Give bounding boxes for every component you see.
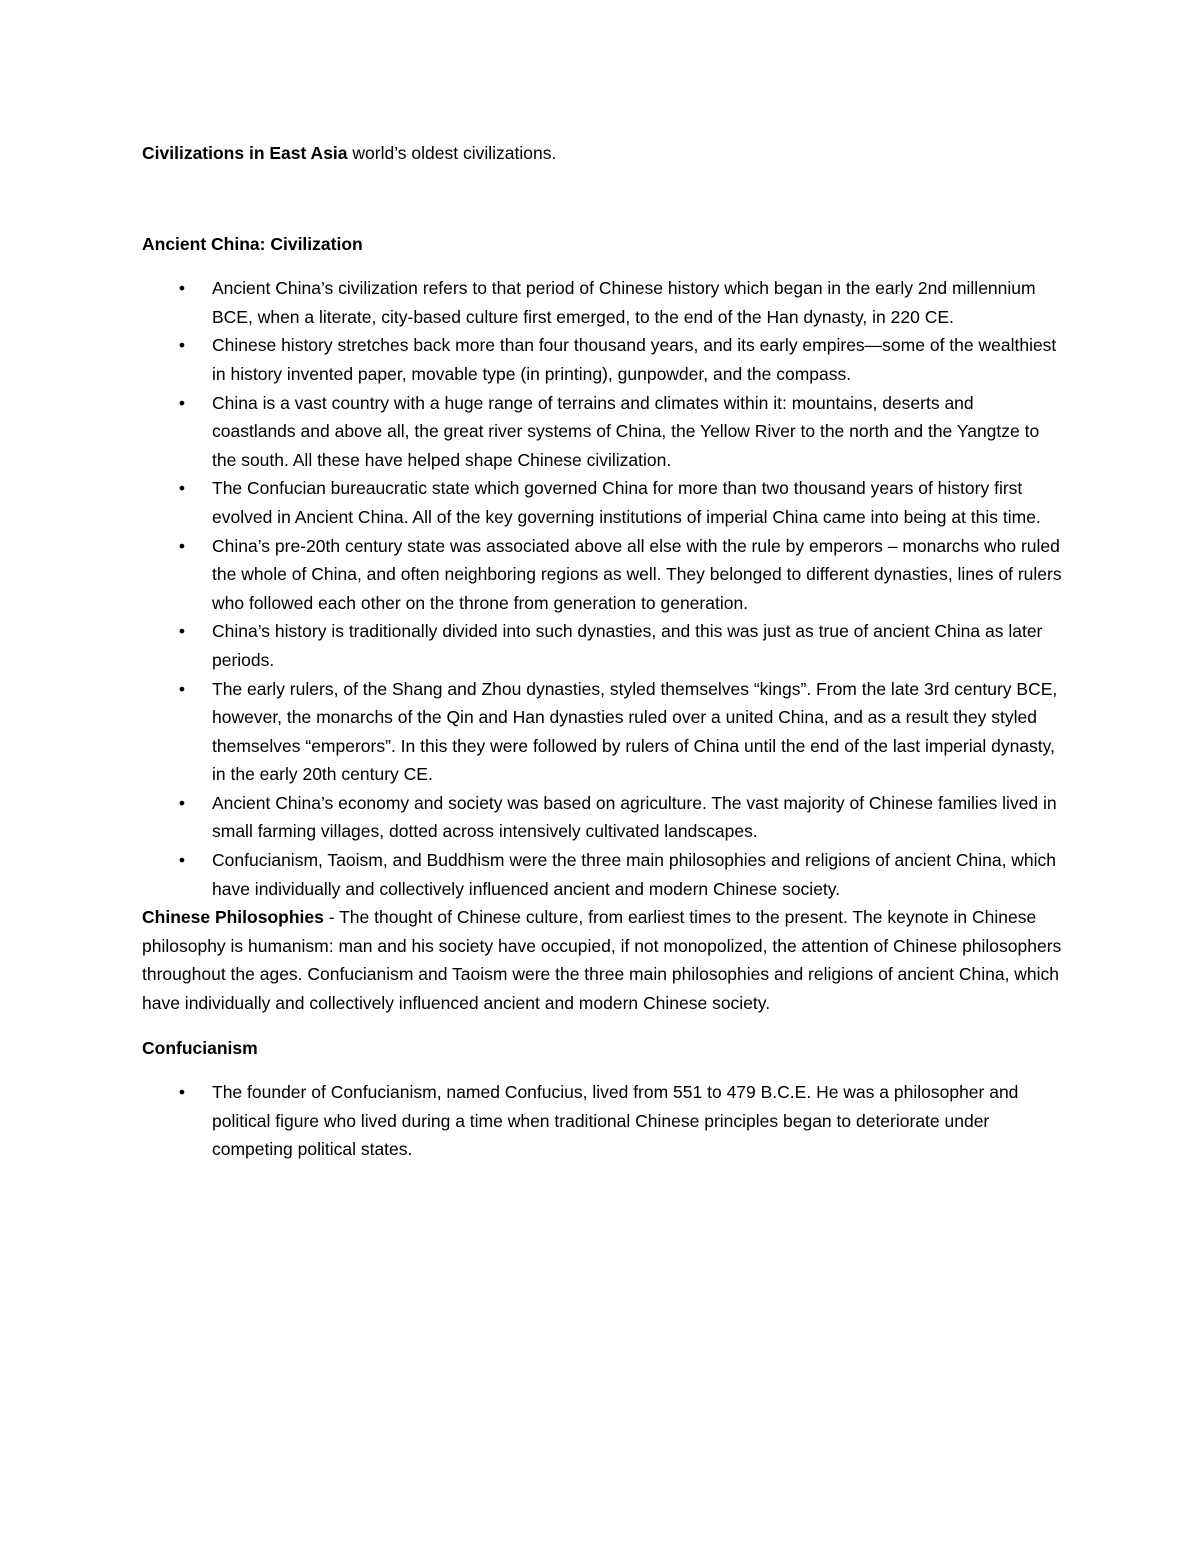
- confucianism-list: [142, 1078, 1062, 1164]
- list-item-text: Ancient China’s civilization refers to that period of Chinese history which began in the early 2nd millennium BCE, when a literate, city-based culture first emerged, to the end of the Han dynasty, in 220 CE.: [212, 278, 1036, 327]
- list-item-text: The early rulers, of the Shang and Zhou dynasties, styled themselves “kings”. From the late 3rd century BCE, however, the monarchs of the Qin and Han dynasties ruled over a united China, and as a result they styled themselves “emperors”. In this they were followed by rulers of China until the end of the last imperial dynasty, in the early 20th century CE.: [212, 678, 1058, 785]
- intro-paragraph: [142, 139, 1062, 168]
- bullet-icon: •: [178, 535, 186, 556]
- bullet-icon: •: [178, 478, 186, 499]
- list-item-text: China’s pre-20th century state was associated above all else with the rule by emperors – monarchs who ruled the whole of China, and often neighboring regions as well. They belonged to different dynasties, lines of rulers who followed each other on the throne from generation to generation.: [212, 535, 1062, 613]
- document-body: [142, 139, 1062, 1164]
- ancient-china-list: [142, 274, 1062, 903]
- list-item: [142, 846, 1062, 903]
- list-item: [142, 789, 1062, 846]
- list-item-text: The founder of Confucianism, named Confucius, lived from 551 to 479 B.C.E. He was a philosopher and political figure who lived during a time when traditional Chinese principles began to deteriorate under competing political states.: [212, 1082, 1019, 1160]
- list-item: [142, 389, 1062, 475]
- bullet-icon: •: [178, 621, 186, 642]
- list-item-text: China is a vast country with a huge range of terrains and climates within it: mountains, deserts and coastlands and above all, the great river systems of China, the Yellow River to the north and the Yangtze to the south. All these have helped shape Chinese civilization.: [212, 392, 1040, 470]
- list-item: [142, 274, 1062, 331]
- list-item-text: The Confucian bureaucratic state which governed China for more than two thousand years of history first evolved in Ancient China. All of the key governing institutions of imperial China came into being at this time.: [212, 478, 1041, 527]
- list-item-text: Ancient China’s economy and society was based on agriculture. The vast majority of Chinese families lived in small farming villages, dotted across intensively cultivated landscapes.: [212, 792, 1057, 842]
- intro-title: Civilizations in East Asia: [142, 143, 348, 163]
- bullet-icon: •: [178, 678, 186, 699]
- list-item: [142, 675, 1062, 789]
- list-item-text: Confucianism, Taoism, and Buddhism were the three main philosophies and religions of ancient China, which have individually and collectively influenced ancient and modern Chinese society.: [212, 850, 1057, 899]
- list-item: [142, 474, 1062, 531]
- chinese-philosophies-text: - The thought of Chinese culture, from earliest times to the present. The keynote in Chinese philosophy is humanism: man and his society have occupied, if not monopolized, the attention of Chinese philosophers throughout the ages. Confucianism and Taoism were the three main philosophies and religions of ancient China, which have individually and collectively influenced ancient and modern Chinese society.: [142, 907, 1062, 1014]
- list-item: [142, 532, 1062, 618]
- bullet-icon: •: [178, 335, 186, 356]
- chinese-philosophies-paragraph: [142, 903, 1062, 1017]
- confucianism-heading: Confucianism: [142, 1037, 258, 1058]
- intro-text: world’s oldest civilizations.: [347, 143, 557, 163]
- chinese-philosophies-term: Chinese Philosophies: [142, 907, 324, 928]
- list-item-text: China’s history is traditionally divided into such dynasties, and this was just as true of ancient China as later periods.: [212, 621, 1043, 670]
- bullet-icon: •: [178, 792, 186, 813]
- bullet-icon: •: [178, 392, 186, 413]
- list-item: [142, 331, 1062, 388]
- list-item: [142, 1078, 1062, 1164]
- list-item: [142, 617, 1062, 674]
- bullet-icon: •: [178, 278, 186, 299]
- list-item-text: Chinese history stretches back more than four thousand years, and its early empires—some of the wealthiest in history invented paper, movable type (in printing), gunpowder, and the compass.: [212, 335, 1057, 384]
- ancient-china-heading: Ancient China: Civilization: [142, 233, 363, 254]
- bullet-icon: •: [178, 1082, 186, 1103]
- bullet-icon: •: [178, 850, 186, 871]
